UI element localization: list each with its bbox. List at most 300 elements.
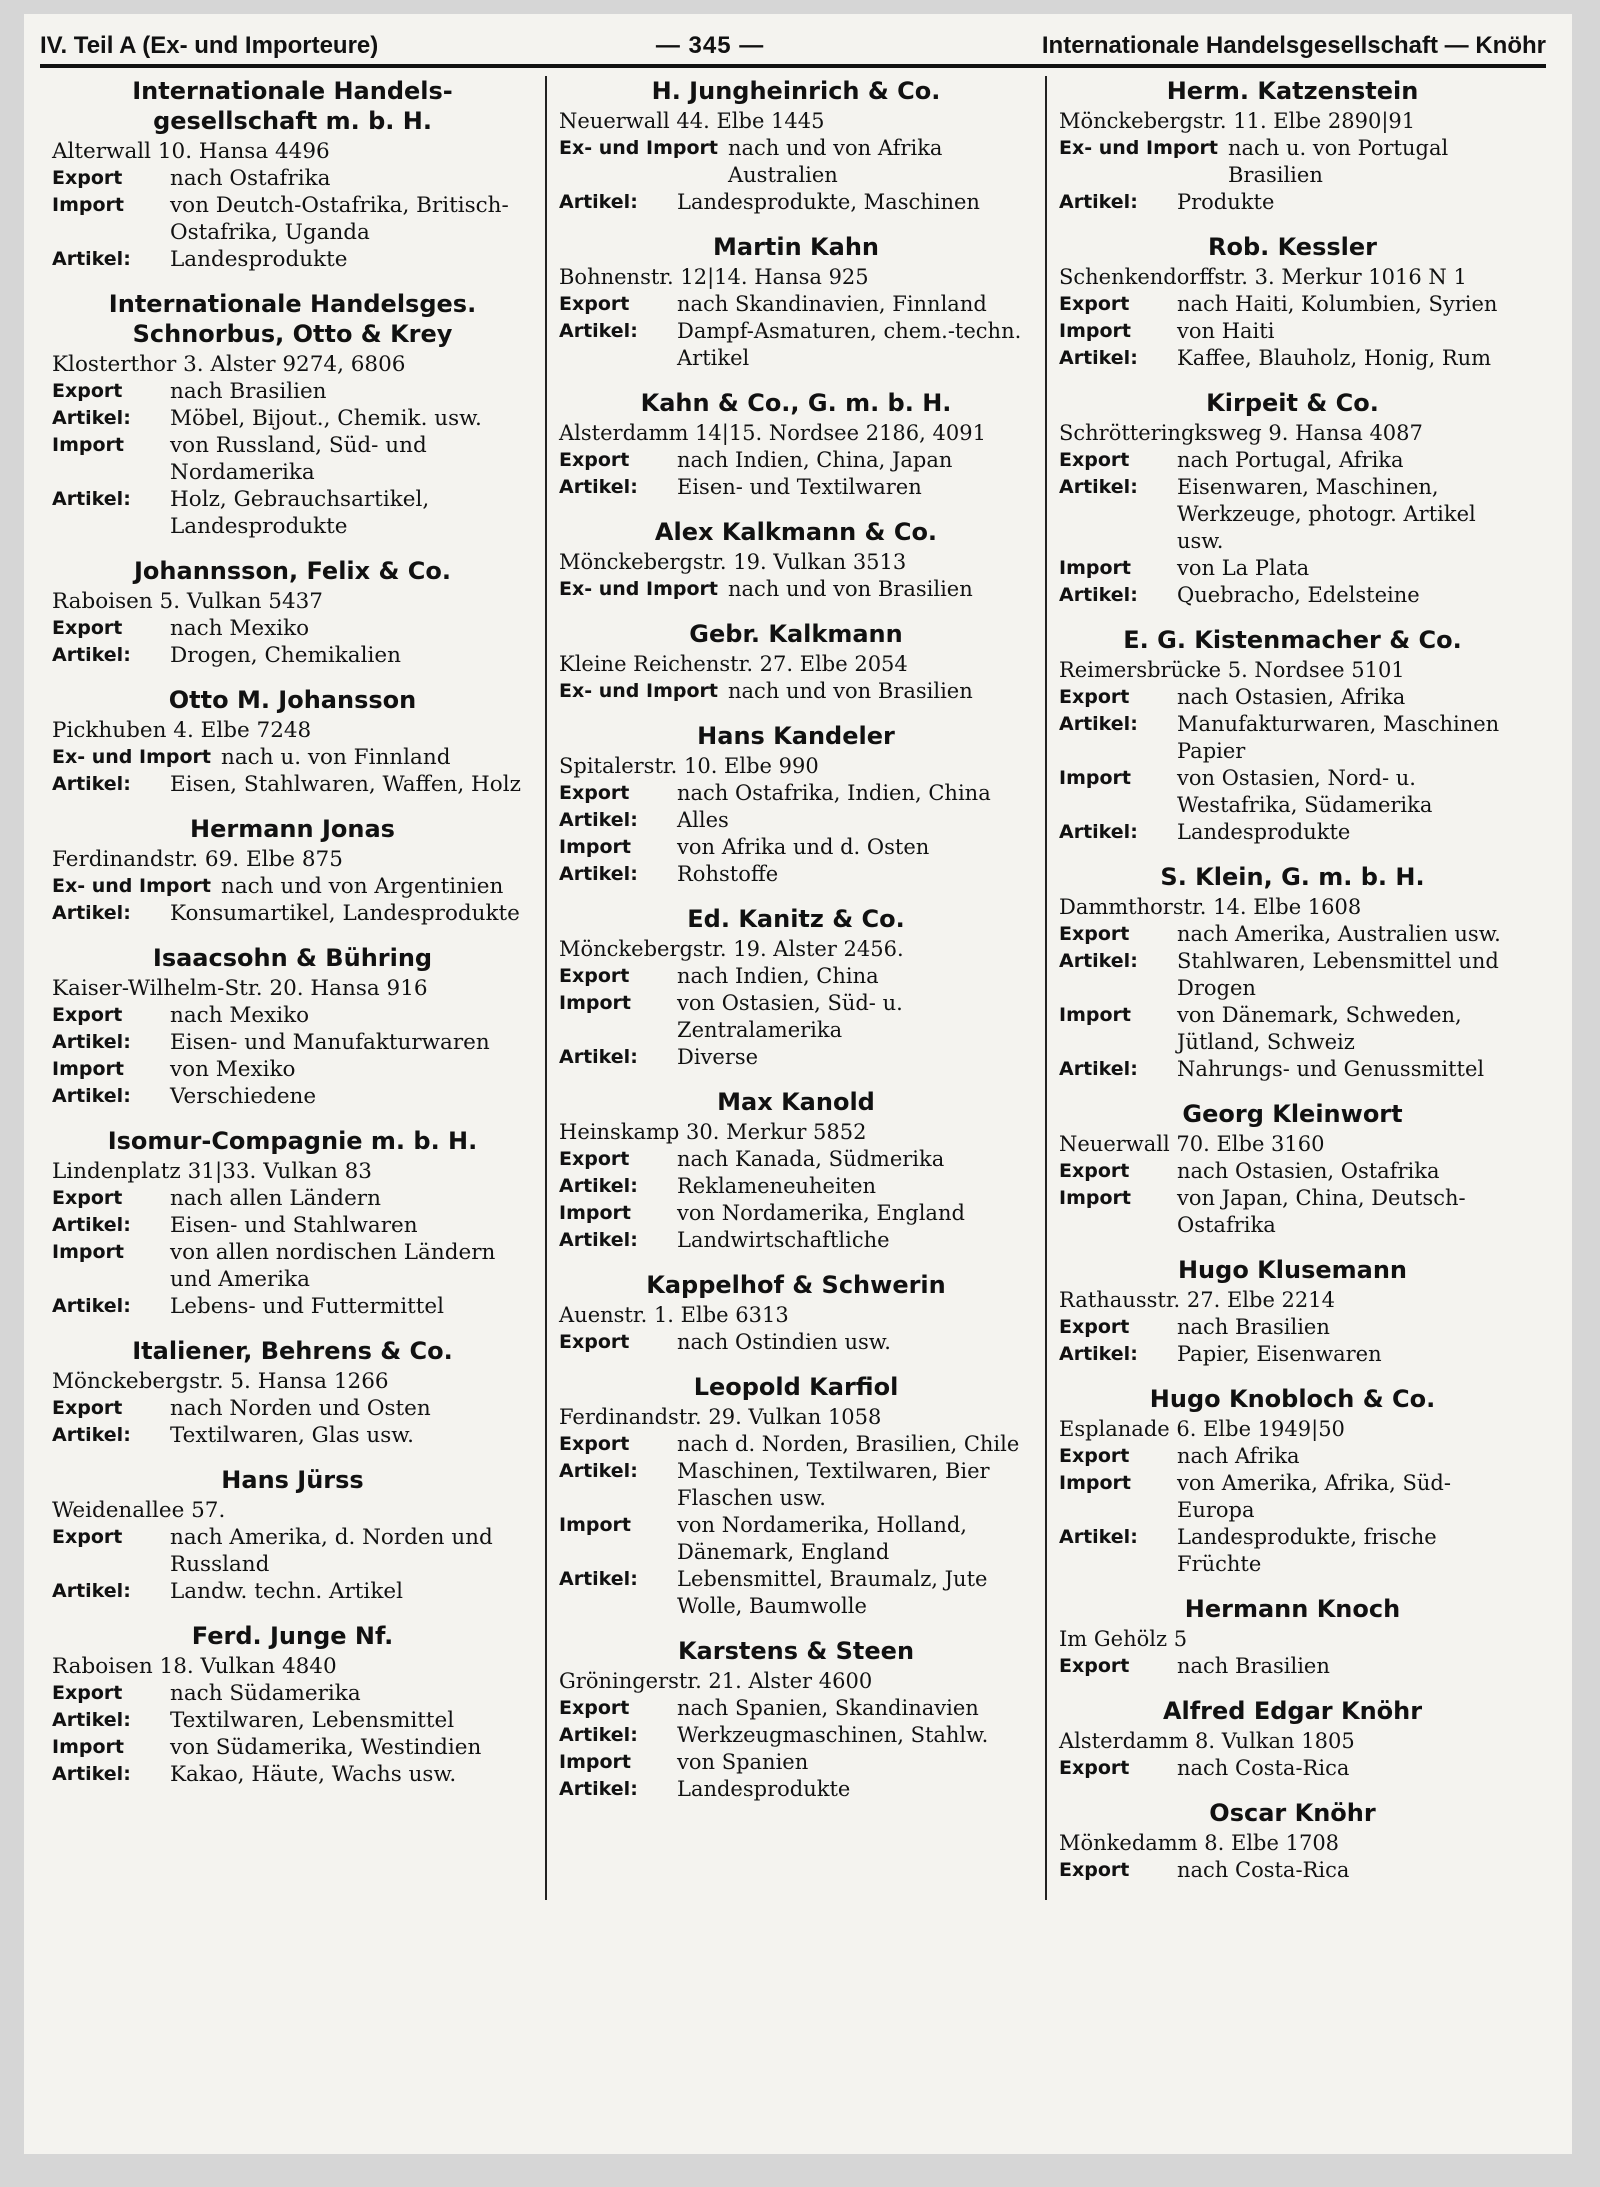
trade-row: [52, 1056, 533, 1083]
trade-label: Artikel:: [1059, 821, 1138, 843]
trade-details: nach Brasilien: [1177, 1654, 1330, 1678]
company-entry: [1059, 1696, 1526, 1782]
trade-label: Export: [52, 167, 123, 189]
company-address: Mönckebergstr. 19. Vulkan 3513: [559, 550, 907, 574]
company-name: Internationale Handels-gesellschaft m. b. H.: [132, 77, 453, 135]
trade-details: Produkte: [1177, 190, 1275, 214]
company-address: Ferdinandstr. 69. Elbe 875: [52, 847, 343, 872]
company-address: Raboisen 5. Vulkan 5437: [52, 589, 323, 614]
trade-details: von Ostasien, Süd- u. Zentralamerika: [677, 991, 903, 1042]
trade-row: [52, 1002, 533, 1029]
trade-details: Verschiedene: [170, 1084, 317, 1109]
company-address: Heinskamp 30. Merkur 5852: [559, 1120, 867, 1144]
company-address: Kleine Reichenstr. 27. Elbe 2054: [559, 652, 908, 676]
company-entry: [52, 556, 533, 669]
trade-row: [52, 1734, 533, 1761]
trade-details: nach Ostasien, Afrika: [1177, 685, 1406, 709]
company-name: S. Klein, G. m. b. H.: [1160, 863, 1425, 891]
trade-details: von Südamerika, Westindien: [170, 1735, 482, 1760]
trade-details: Landesprodukte: [170, 247, 348, 272]
trade-details: Kakao, Häute, Wachs usw.: [170, 1762, 457, 1787]
trade-row: [1059, 1185, 1526, 1239]
trade-details: von Japan, China, Deutsch-Ostafrika: [1177, 1186, 1466, 1237]
trade-label: Artikel:: [52, 407, 131, 429]
company-address: Auenstr. 1. Elbe 6313: [559, 1303, 789, 1327]
trade-details: Dampf-Asmaturen, chem.-techn. Artikel: [677, 319, 1022, 370]
trade-label: Import: [52, 1241, 124, 1263]
trade-details: von Ostasien, Nord- u. Westafrika, Südamerika: [1177, 766, 1433, 817]
trade-row: [1059, 1314, 1526, 1341]
trade-row: [1059, 291, 1526, 318]
trade-label: Artikel:: [559, 1778, 638, 1800]
trade-details: von Deutch-Ostafrika, Britisch-Ostafrika, Uganda: [170, 193, 509, 245]
company-address: Raboisen 18. Vulkan 4840: [52, 1654, 337, 1679]
trade-details: Landesprodukte: [1177, 820, 1351, 844]
trade-details: Quebracho, Edelsteine: [1177, 583, 1420, 607]
trade-details: nach Brasilien: [170, 379, 327, 404]
company-name: Martin Kahn: [712, 233, 880, 261]
trade-label: Export: [1059, 1445, 1130, 1467]
company-entry: [559, 904, 1033, 1071]
trade-row: [1059, 1653, 1526, 1680]
trade-label: Artikel:: [52, 1214, 131, 1236]
trade-details: Landesprodukte: [677, 1777, 851, 1801]
company-entry: [1059, 232, 1526, 372]
trade-details: von Nordamerika, England: [677, 1201, 965, 1225]
company-entry: [1059, 1255, 1526, 1368]
trade-row: [1059, 765, 1526, 819]
company-address: Reimersbrücke 5. Nordsee 5101: [1059, 658, 1405, 682]
trade-details: nach Südamerika: [170, 1681, 361, 1706]
trade-row: [559, 678, 1033, 705]
company-entry: [52, 1126, 533, 1320]
company-address: Alsterdamm 14|15. Nordsee 2186, 4091: [559, 421, 986, 445]
trade-label: Import: [559, 992, 631, 1014]
trade-row: [1059, 555, 1526, 582]
trade-row: [52, 1239, 533, 1293]
trade-row: [52, 1761, 533, 1788]
trade-row: [52, 1578, 533, 1605]
trade-details: nach d. Norden, Brasilien, Chile: [677, 1432, 1020, 1456]
trade-label: Artikel:: [52, 1580, 131, 1602]
column-2: [545, 76, 1045, 1900]
trade-label: Artikel:: [559, 191, 638, 213]
company-name: Isaacsohn & Bühring: [152, 944, 433, 972]
trade-row: [559, 1227, 1033, 1254]
trade-details: von Nordamerika, Holland, Dänemark, England: [677, 1513, 967, 1564]
company-entry: [559, 1636, 1033, 1803]
trade-details: von Afrika und d. Osten: [677, 835, 930, 859]
trade-row: [559, 1722, 1033, 1749]
trade-row: [52, 432, 533, 486]
company-entry: [1059, 1594, 1526, 1680]
trade-label: Export: [1059, 686, 1130, 708]
column-1: [40, 76, 545, 1900]
trade-label: Export: [559, 293, 630, 315]
company-entry: [559, 1087, 1033, 1254]
trade-label: Artikel:: [1059, 1058, 1138, 1080]
trade-label: Export: [1059, 1316, 1130, 1338]
trade-row: [1059, 345, 1526, 372]
trade-row: [559, 1146, 1033, 1173]
company-entry: [52, 1336, 533, 1449]
company-address: Esplanade 6. Elbe 1949|50: [1059, 1417, 1345, 1441]
trade-row: [559, 447, 1033, 474]
trade-row: [1059, 1524, 1526, 1578]
trade-label: Artikel:: [559, 1229, 638, 1251]
trade-row: [559, 135, 1033, 189]
trade-label: Artikel:: [1059, 950, 1138, 972]
company-entry: [1059, 1384, 1526, 1578]
trade-row: [1059, 819, 1526, 846]
trade-details: Nahrungs- und Genussmittel: [1177, 1057, 1485, 1081]
directory-columns: [40, 76, 1546, 1900]
trade-row: [1059, 1755, 1526, 1782]
trade-label: Artikel:: [559, 476, 638, 498]
trade-row: [1059, 1341, 1526, 1368]
company-entry: [1059, 388, 1526, 609]
trade-details: Stahlwaren, Lebensmittel und Drogen: [1177, 949, 1499, 1000]
trade-row: [52, 1422, 533, 1449]
trade-label: Ex- und Import: [559, 680, 718, 702]
company-address: Gröningerstr. 21. Alster 4600: [559, 1669, 873, 1693]
trade-row: [52, 1707, 533, 1734]
trade-label: Export: [52, 1004, 123, 1026]
trade-details: nach Amerika, Australien usw.: [1177, 922, 1501, 946]
company-name: Max Kanold: [717, 1088, 875, 1116]
trade-row: [559, 318, 1033, 372]
company-name: Hugo Klusemann: [1177, 1256, 1408, 1284]
trade-details: nach Amerika, d. Norden und Russland: [170, 1525, 493, 1577]
trade-row: [1059, 711, 1526, 765]
trade-details: Textilwaren, Lebensmittel: [170, 1708, 455, 1733]
company-name: Kappelhof & Schwerin: [646, 1271, 946, 1299]
trade-label: Artikel:: [1059, 1526, 1138, 1548]
company-entry: [52, 814, 533, 927]
company-name: Hermann Jonas: [190, 815, 395, 843]
trade-label: Export: [559, 965, 630, 987]
company-entry: [1059, 1798, 1526, 1884]
trade-row: [52, 744, 533, 771]
trade-label: Artikel:: [52, 1085, 131, 1107]
trade-row: [52, 1029, 533, 1056]
trade-details: Landw. techn. Artikel: [170, 1579, 403, 1604]
company-name: Hermann Knoch: [1184, 1595, 1401, 1623]
trade-details: nach Mexiko: [170, 616, 310, 641]
trade-label: Import: [52, 194, 124, 216]
trade-label: Import: [1059, 1472, 1131, 1494]
trade-label: Import: [52, 1058, 124, 1080]
trade-row: [559, 780, 1033, 807]
trade-row: [1059, 318, 1526, 345]
trade-row: [559, 834, 1033, 861]
company-address: Lindenplatz 31|33. Vulkan 83: [52, 1159, 372, 1184]
trade-details: Textilwaren, Glas usw.: [170, 1423, 414, 1448]
trade-row: [52, 873, 533, 900]
trade-row: [1059, 684, 1526, 711]
company-entry: [52, 289, 533, 540]
trade-label: Artikel:: [559, 809, 638, 831]
column-3: [1045, 76, 1538, 1900]
company-name: Hugo Knobloch & Co.: [1149, 1385, 1436, 1413]
trade-label: Import: [559, 1514, 631, 1536]
trade-row: [52, 246, 533, 273]
trade-details: Kaffee, Blauholz, Honig, Rum: [1177, 346, 1492, 370]
company-entry: [1059, 625, 1526, 846]
trade-details: nach Ostafrika, Indien, China: [677, 781, 991, 805]
trade-label: Export: [559, 1433, 630, 1455]
trade-row: [559, 1749, 1033, 1776]
trade-details: Landwirtschaftliche: [677, 1228, 890, 1252]
trade-details: nach und von Brasilien: [727, 577, 973, 601]
running-title: Internationale Handelsgesellschaft — Knöhr: [1041, 32, 1546, 59]
trade-label: Artikel:: [52, 488, 131, 510]
company-name: E. G. Kistenmacher & Co.: [1123, 626, 1462, 654]
company-name: Internationale Handelsges. Schnorbus, Otto & Krey: [108, 290, 477, 348]
trade-details: Landesprodukte, frische Früchte: [1177, 1525, 1437, 1576]
trade-label: Export: [559, 782, 630, 804]
trade-label: Artikel:: [52, 1763, 131, 1785]
trade-label: Export: [559, 1331, 630, 1353]
company-address: Neuerwall 70. Elbe 3160: [1059, 1132, 1325, 1156]
company-entry: [1059, 862, 1526, 1083]
company-entry: [559, 1372, 1033, 1620]
trade-label: Artikel:: [1059, 584, 1138, 606]
trade-label: Artikel:: [1059, 713, 1138, 735]
company-address: Mönckebergstr. 19. Alster 2456.: [559, 937, 904, 961]
trade-details: nach Ostasien, Ostafrika: [1177, 1159, 1440, 1183]
trade-details: nach und von Brasilien: [727, 679, 973, 703]
trade-label: Import: [1059, 320, 1131, 342]
trade-row: [559, 1776, 1033, 1803]
trade-label: Artikel:: [559, 1460, 638, 1482]
trade-row: [559, 1566, 1033, 1620]
trade-label: Export: [52, 380, 123, 402]
trade-row: [52, 192, 533, 246]
trade-details: nach Norden und Osten: [170, 1396, 431, 1421]
company-address: Mönkedamm 8. Elbe 1708: [1059, 1831, 1340, 1855]
trade-label: Ex- und Import: [52, 875, 211, 897]
company-entry: [559, 388, 1033, 501]
trade-details: nach Afrika: [1177, 1444, 1300, 1468]
trade-row: [52, 405, 533, 432]
trade-label: Artikel:: [1059, 191, 1138, 213]
trade-row: [52, 1083, 533, 1110]
trade-row: [1059, 1470, 1526, 1524]
company-address: Rathausstr. 27. Elbe 2214: [1059, 1288, 1336, 1312]
company-name: Gebr. Kalkmann: [689, 620, 903, 648]
trade-details: Werkzeugmaschinen, Stahlw.: [677, 1723, 989, 1747]
company-address: Weidenallee 57.: [52, 1498, 226, 1523]
trade-details: nach Indien, China: [677, 964, 879, 988]
trade-row: [52, 486, 533, 540]
company-entry: [559, 721, 1033, 888]
company-name: Hans Kandeler: [697, 722, 895, 750]
trade-label: Export: [559, 449, 630, 471]
trade-details: Eisenwaren, Maschinen, Werkzeuge, photogr. Artikel usw.: [1177, 475, 1476, 553]
trade-details: von Russland, Süd- und Nordamerika: [170, 433, 427, 485]
company-address: Im Gehölz 5: [1059, 1627, 1188, 1651]
company-address: Mönckebergstr. 5. Hansa 1266: [52, 1369, 389, 1394]
company-entry: [52, 685, 533, 798]
trade-row: [559, 1044, 1033, 1071]
company-address: Klosterthor 3. Alster 9274, 6806: [52, 352, 406, 377]
company-address: Neuerwall 44. Elbe 1445: [559, 109, 825, 133]
trade-row: [559, 1329, 1033, 1356]
trade-label: Artikel:: [559, 863, 638, 885]
company-address: Schenkendorffstr. 3. Merkur 1016 N 1: [1059, 265, 1467, 289]
company-address: Alsterdamm 8. Vulkan 1805: [1059, 1729, 1355, 1753]
company-name: Otto M. Johansson: [168, 686, 417, 714]
trade-label: Export: [559, 1148, 630, 1170]
company-entry: [559, 232, 1033, 372]
trade-label: Export: [52, 1526, 123, 1548]
trade-label: Artikel:: [52, 1031, 131, 1053]
trade-row: [559, 1200, 1033, 1227]
trade-label: Export: [1059, 1160, 1130, 1182]
trade-details: nach und von Argentinien: [220, 874, 504, 899]
trade-row: [559, 807, 1033, 834]
company-name: Alfred Edgar Knöhr: [1162, 1697, 1423, 1725]
trade-label: Import: [1059, 767, 1131, 789]
trade-details: nach Haiti, Kolumbien, Syrien: [1177, 292, 1498, 316]
trade-label: Artikel:: [559, 1568, 638, 1590]
trade-label: Export: [1059, 449, 1130, 471]
trade-label: Export: [1059, 293, 1130, 315]
trade-details: Rohstoffe: [677, 862, 779, 886]
trade-details: von Mexiko: [170, 1057, 296, 1082]
trade-label: Import: [1059, 1004, 1131, 1026]
trade-label: Export: [1059, 923, 1130, 945]
trade-details: Papier, Eisenwaren: [1177, 1342, 1382, 1366]
trade-row: [1059, 1002, 1526, 1056]
trade-row: [559, 990, 1033, 1044]
trade-row: [1059, 474, 1526, 555]
trade-details: Möbel, Bijout., Chemik. usw.: [170, 406, 482, 431]
trade-label: Export: [52, 1397, 123, 1419]
trade-label: Artikel:: [1059, 476, 1138, 498]
trade-details: nach Kanada, Südmerika: [677, 1147, 945, 1171]
company-address: Dammthorstr. 14. Elbe 1608: [1059, 895, 1362, 919]
company-name: Johannsson, Felix & Co.: [134, 557, 451, 585]
trade-details: nach Indien, China, Japan: [677, 448, 953, 472]
trade-label: Import: [52, 434, 124, 456]
section-title: IV. Teil A (Ex- und Importeure): [40, 32, 379, 59]
trade-details: von La Plata: [1177, 556, 1310, 580]
company-entry: [559, 517, 1033, 603]
trade-label: Artikel:: [52, 644, 131, 666]
trade-details: Maschinen, Textilwaren, Bier Flaschen usw.: [677, 1459, 990, 1510]
trade-details: Alles: [677, 808, 729, 832]
company-name: Isomur-Compagnie m. b. H.: [107, 1127, 478, 1155]
trade-row: [52, 1680, 533, 1707]
trade-details: Lebens- und Futtermittel: [170, 1294, 444, 1319]
trade-row: [1059, 948, 1526, 1002]
trade-row: [559, 1512, 1033, 1566]
trade-label: Import: [1059, 1187, 1131, 1209]
company-name: Leopold Karfiol: [693, 1373, 899, 1401]
directory-page: [24, 14, 1572, 2154]
trade-label: Artikel:: [559, 320, 638, 342]
trade-details: nach Brasilien: [1177, 1315, 1330, 1339]
trade-label: Export: [1059, 1757, 1130, 1779]
trade-details: nach Skandinavien, Finnland: [677, 292, 987, 316]
company-entry: [559, 1270, 1033, 1356]
trade-label: Import: [559, 836, 631, 858]
trade-details: Eisen- und Stahlwaren: [170, 1213, 418, 1238]
trade-details: nach Mexiko: [170, 1003, 310, 1028]
trade-label: Import: [559, 1202, 631, 1224]
trade-row: [1059, 1443, 1526, 1470]
trade-row: [52, 1524, 533, 1578]
trade-row: [1059, 582, 1526, 609]
company-address: Kaiser-Wilhelm-Str. 20. Hansa 916: [52, 976, 428, 1001]
trade-label: Artikel:: [52, 1424, 131, 1446]
company-name: H. Jungheinrich & Co.: [651, 77, 941, 105]
trade-details: von Spanien: [677, 1750, 809, 1774]
company-address: Ferdinandstr. 29. Vulkan 1058: [559, 1405, 882, 1429]
trade-label: Ex- und Import: [52, 746, 211, 768]
trade-row: [52, 1395, 533, 1422]
trade-row: [559, 1173, 1033, 1200]
trade-row: [1059, 189, 1526, 216]
trade-label: Export: [52, 1682, 123, 1704]
trade-label: Export: [1059, 1655, 1130, 1677]
trade-details: Eisen- und Manufakturwaren: [170, 1030, 490, 1055]
trade-row: [559, 1695, 1033, 1722]
trade-details: nach u. von Finnland: [220, 745, 451, 770]
trade-row: [52, 615, 533, 642]
trade-details: Eisen- und Textilwaren: [677, 475, 922, 499]
trade-row: [52, 165, 533, 192]
company-address: Alterwall 10. Hansa 4496: [52, 139, 330, 164]
trade-details: Lebensmittel, Braumalz, Jute Wolle, Baumwolle: [677, 1567, 988, 1618]
trade-row: [1059, 921, 1526, 948]
company-name: Alex Kalkmann & Co.: [654, 518, 938, 546]
trade-row: [1059, 1158, 1526, 1185]
company-entry: [52, 1621, 533, 1788]
trade-details: Holz, Gebrauchsartikel, Landesprodukte: [170, 487, 430, 539]
trade-row: [52, 771, 533, 798]
trade-row: [52, 1293, 533, 1320]
trade-row: [1059, 447, 1526, 474]
trade-details: Eisen, Stahlwaren, Waffen, Holz: [170, 772, 521, 797]
company-entry: [52, 943, 533, 1110]
trade-label: Artikel:: [1059, 1343, 1138, 1365]
company-name: Rob. Kessler: [1208, 233, 1377, 261]
trade-label: Artikel:: [1059, 347, 1138, 369]
trade-label: Export: [1059, 1859, 1130, 1881]
trade-details: Manufakturwaren, Maschinen Papier: [1177, 712, 1500, 763]
company-name: Hans Jürss: [221, 1466, 364, 1494]
trade-details: nach Spanien, Skandinavien: [677, 1696, 979, 1720]
trade-details: von Amerika, Afrika, Süd-Europa: [1177, 1471, 1451, 1522]
trade-details: nach Ostindien usw.: [677, 1330, 891, 1354]
trade-details: nach Costa-Rica: [1177, 1756, 1350, 1780]
trade-details: Reklameneuheiten: [677, 1174, 877, 1198]
company-entry: [559, 619, 1033, 705]
trade-label: Artikel:: [52, 1709, 131, 1731]
trade-label: Ex- und Import: [1059, 137, 1218, 159]
trade-details: von allen nordischen Ländern und Amerika: [170, 1240, 496, 1292]
trade-row: [52, 900, 533, 927]
company-name: Oscar Knöhr: [1209, 1799, 1376, 1827]
company-entry: [52, 1465, 533, 1605]
trade-label: Import: [1059, 557, 1131, 579]
trade-row: [559, 1458, 1033, 1512]
trade-label: Import: [52, 1736, 124, 1758]
page-number: — 345 —: [655, 32, 765, 59]
